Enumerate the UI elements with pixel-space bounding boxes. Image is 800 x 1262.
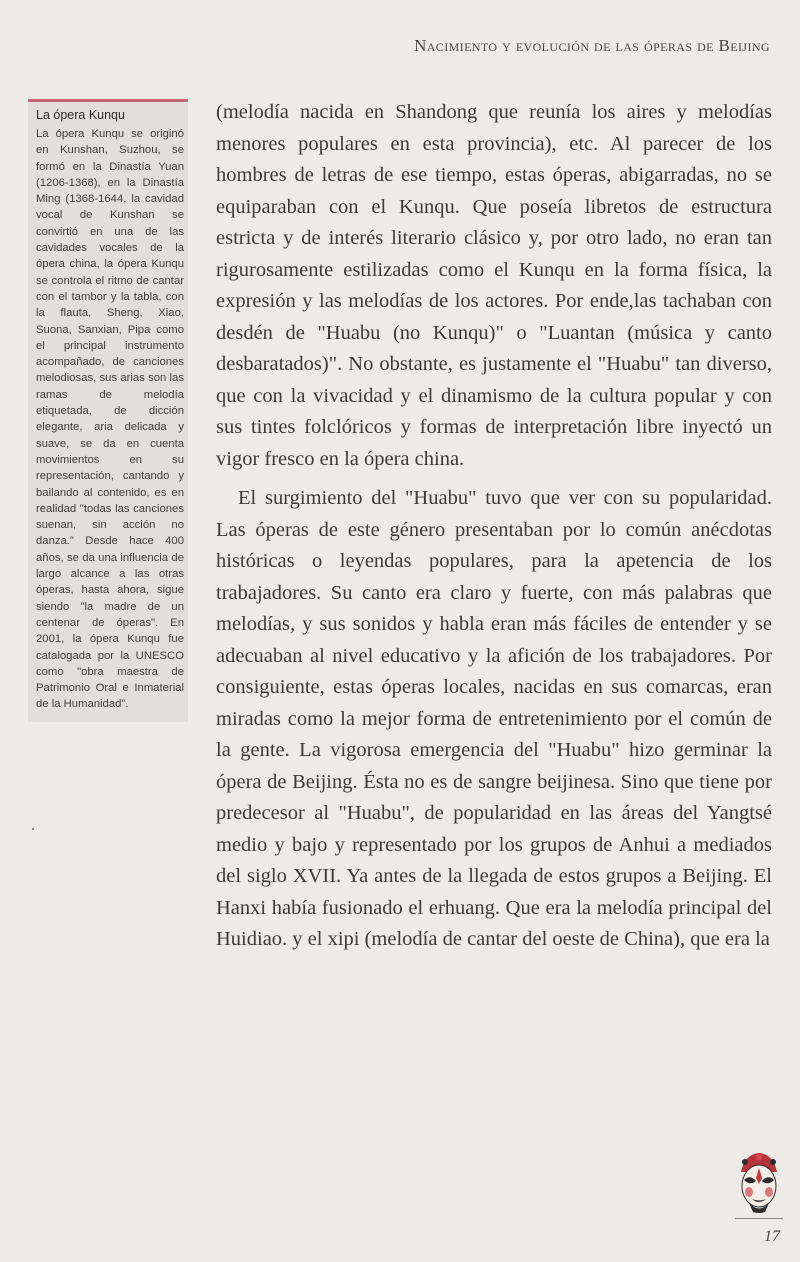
main-paragraph-1: (melodía nacida en Shandong que reunía los aires y melodías menores populares en esta provincia), etc. Al parecer de los hombres de letras de ese tiempo, estas óperas, abigarradas, no se equiparaban con el Kunqu. Que poseía libretos de estructura estricta y de interés literario clásico y, por otro lado, no eran tan rigurosamente estilizadas como el Kunqu en la forma física, la expresión y las melodías de los actores. Por ende,las tachaban con desdén de "Huabu (no Kunqu)" o "Luantan (música y canto desbaratados)". No obstante, es justamente el "Huabu" tan diverso, que con la vivacidad y el dinamismo de la cultura popular y con sus tintes folclóricos y formas de interpretación libre inyectó un vigor fresco en la ópera china. bbox=[216, 101, 772, 470]
main-paragraph-2: El surgimiento del "Huabu" tuvo que ver con su popularidad. Las óperas de este género presentaban por lo común anécdotas históricas o leyendas populares, para la apetencia de los trabajadores. Su canto era claro y fuerte, con más palabras que melodías, y sus sonidos y habla eran más fáciles de entender y se adecuaban al nivel educativo y la afición de los trabajadores. Por consiguiente, estas óperas locales, nacidas en sus comarcas, eran miradas como la mejor forma de entretenimiento por el común de la gente. La vigorosa emergencia del "Huabu" hizo germinar la ópera de Beijing. Ésta no es de sangre beijinesa. Sino que tiene por predecesor al "Huabu", de popularidad en las áreas del Yangtsé medio y bajo y representado por los grupos de Anhui a mediados del siglo XVII. Ya antes de la llegada de estos grupos a Beijing. El Hanxi había fusionado el erhuang. Que era la melodía principal del Huidiao. y el xipi (melodía de cantar del oeste de China), que era la bbox=[216, 487, 772, 950]
running-header: Nacimiento y evolución de las óperas de Beijing bbox=[414, 36, 770, 55]
footer-rule bbox=[735, 1218, 783, 1219]
sidebar-title: La ópera Kunqu bbox=[36, 108, 125, 122]
stray-dot bbox=[32, 828, 34, 830]
sidebar-body: La ópera Kunqu se originó en Kunshan, Suzhou, se formó en la Dinastía Yuan (1206-1368), en la Dinastía Ming (1368-1644, la cavidad vocal de Kunshan se convirtió en una de las cavidades vocales de la ópera china, la ópera Kunqu se controla el ritmo de cantar con el tambor y la tabla, con la flauta, Sheng, Xiao, Suona, Sanxian, Pipa como el principal instrumento acompañado, de canciones melodiosas, sus arias son las ramas de melodía etiquetada, de dicción elegante, aria delicada y suave, se da en cuenta movimientos en su representación, cantando y bailando al contenido, es en realidad "todas las canciones suenan, sin acción no danza." Desde hace 400 años, se da una influencia de largo alcance a las otras óperas, hasta ahora, sigue siendo "la madre de un centenar de óperas". En 2001, la ópera Kunqu fue catalogada por la UNESCO como "obra maestra de Patrimonio Oral e Inmaterial de la Humanidad". bbox=[36, 128, 184, 711]
page-number: 17 bbox=[764, 1228, 780, 1245]
sidebar-box bbox=[28, 99, 188, 722]
main-text bbox=[216, 97, 772, 956]
opera-mask-icon bbox=[735, 1150, 783, 1214]
